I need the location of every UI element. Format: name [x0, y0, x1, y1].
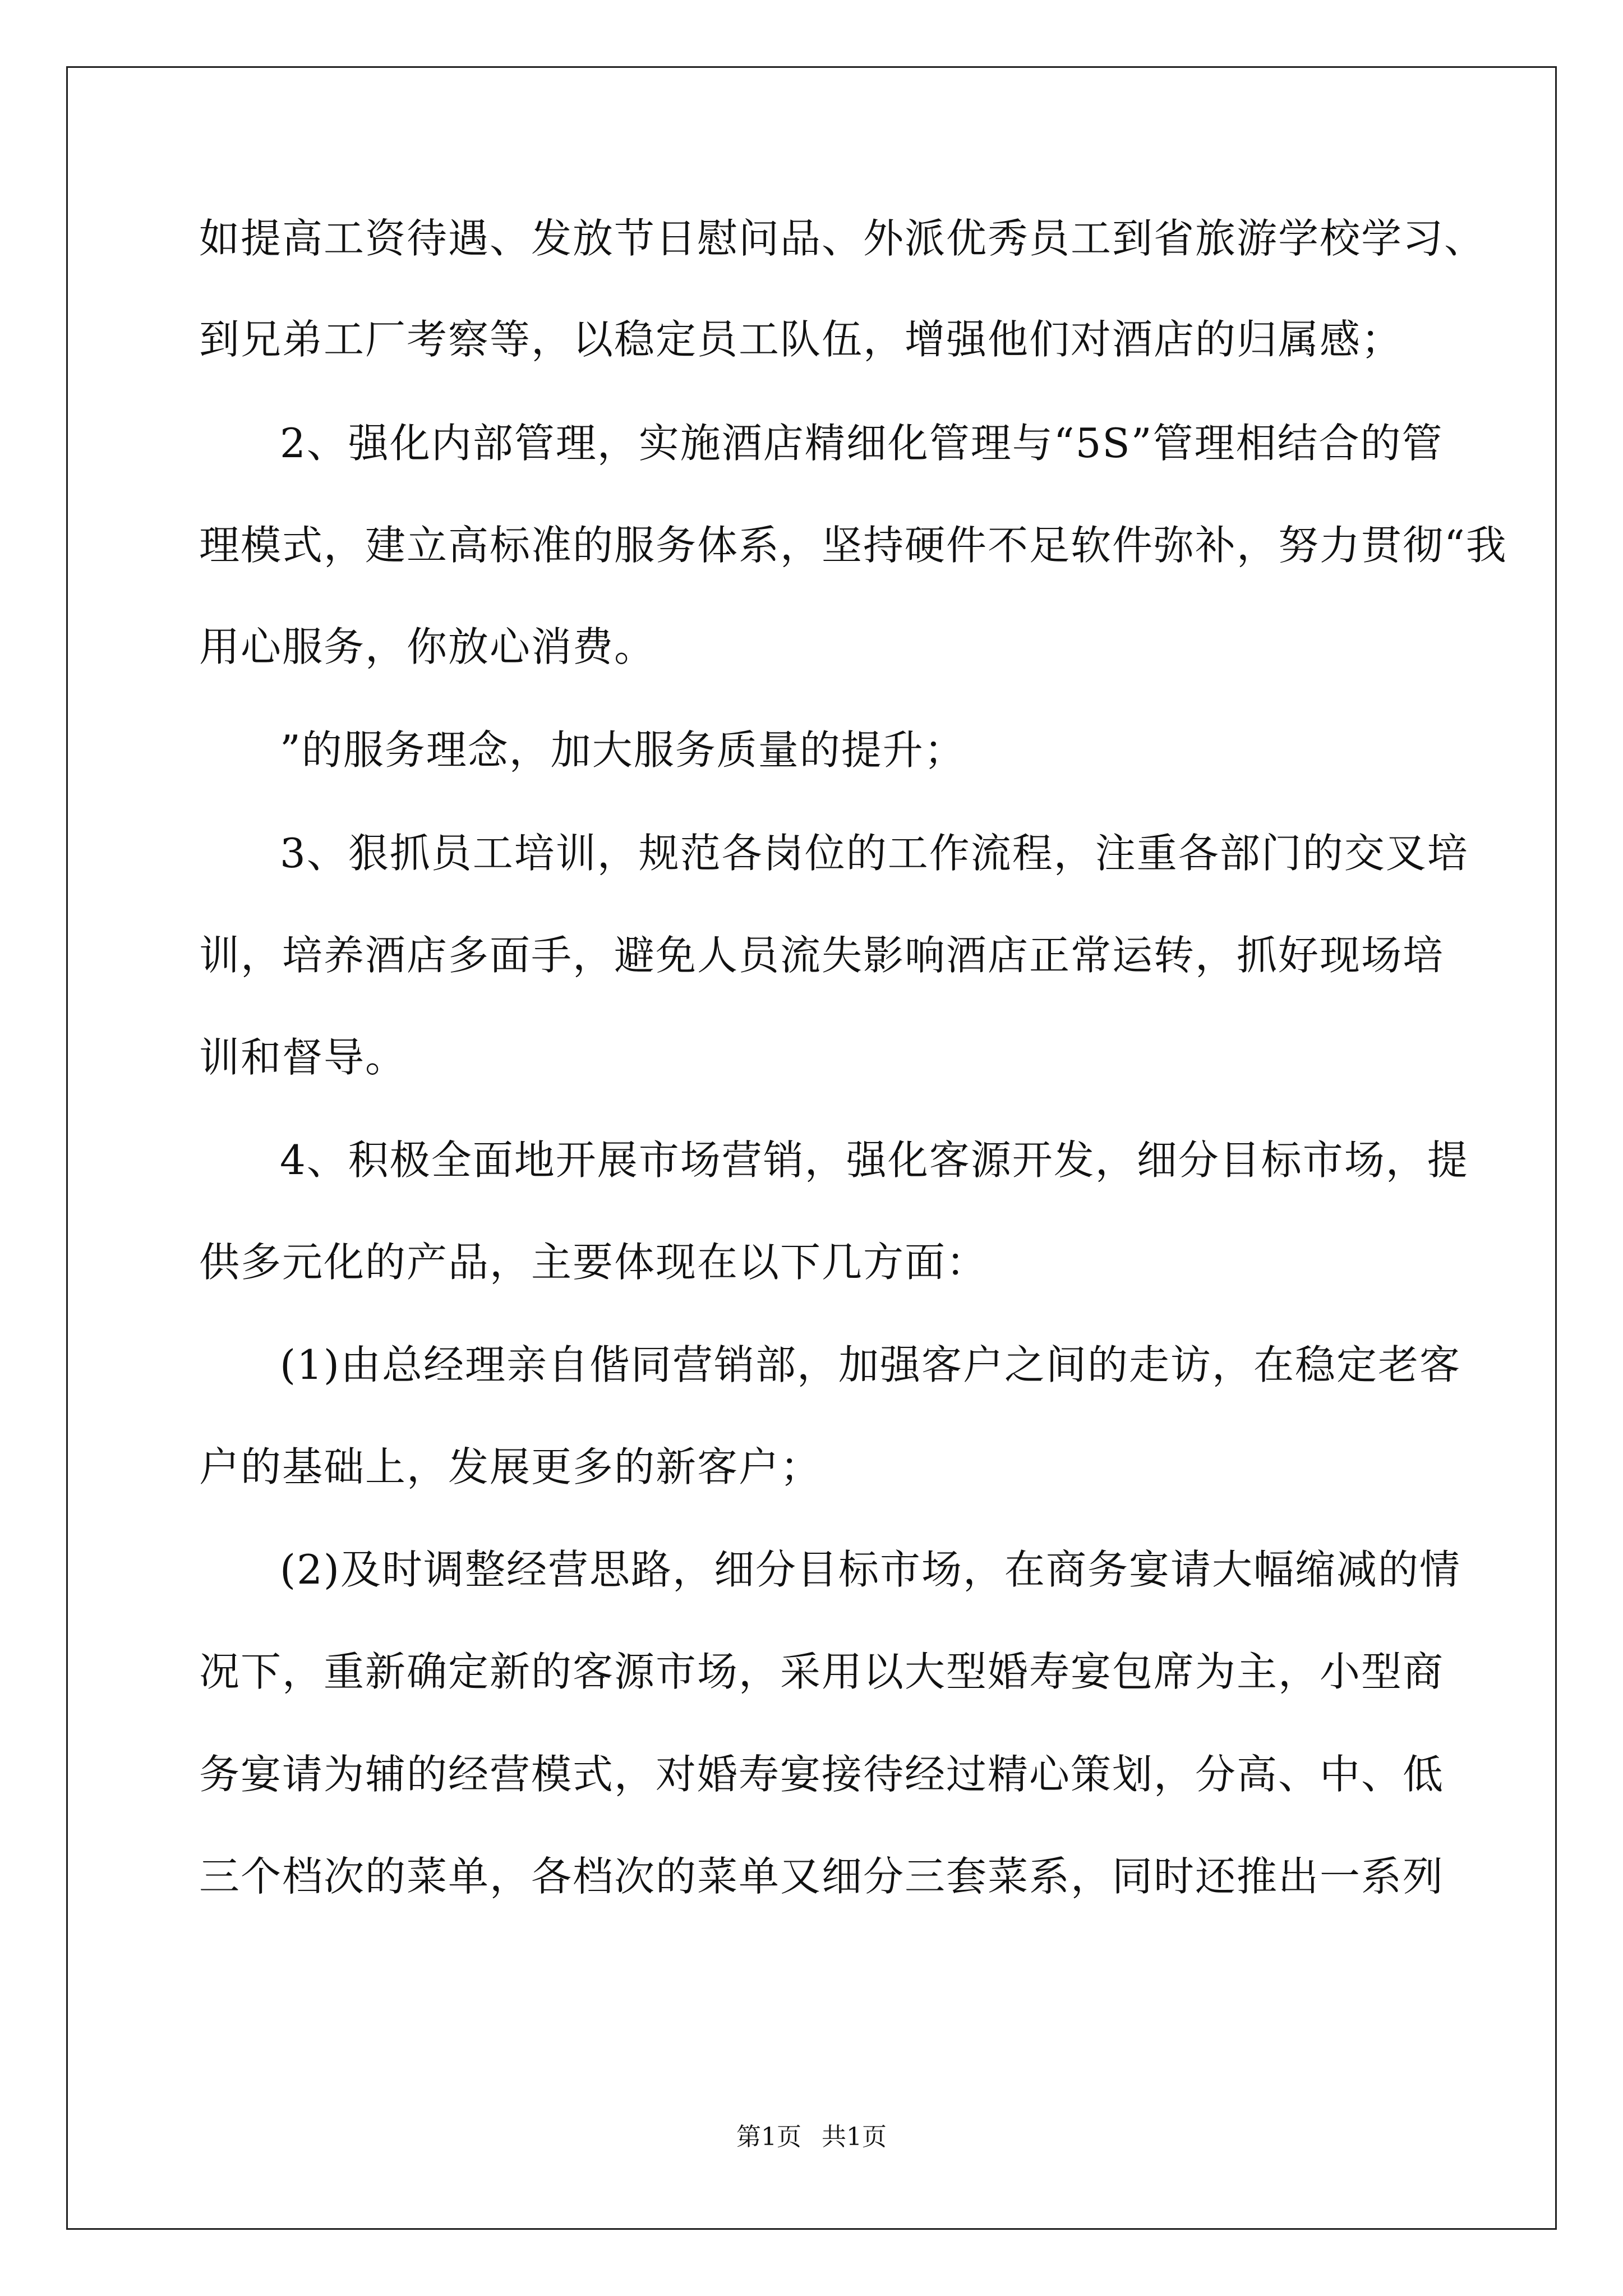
text-line: 用心服务，你放心消费。	[199, 623, 656, 670]
text-line: 三个档次的菜单，各档次的菜单又细分三套菜系，同时还推出一系列	[199, 1853, 1445, 1900]
page-footer	[0, 2120, 1623, 2154]
text-line: 况下，重新确定新的客源市场，采用以大型婚寿宴包席为主，小型商	[199, 1648, 1445, 1695]
paragraph-start-line: 2、强化内部管理，实施酒店精细化管理与“5S”管理相结合的管	[280, 420, 1444, 467]
page-total: 共1页	[822, 2123, 887, 2151]
text-line: 户的基础上，发展更多的新客户；	[199, 1443, 822, 1490]
text-line: 训，培养酒店多面手，避免人员流失影响酒店正常运转，抓好现场培	[199, 932, 1445, 979]
paragraph-start-line: ”的服务理念，加大服务质量的提升；	[280, 726, 966, 774]
paragraph-start-line: (2)及时调整经营思路，细分目标市场，在商务宴请大幅缩减的情	[280, 1546, 1461, 1593]
page-number: 第1页	[736, 2123, 801, 2151]
text-line: 务宴请为辅的经营模式，对婚寿宴接待经过精心策划，分高、中、低	[199, 1751, 1445, 1798]
paragraph-start-line: 4、积极全面地开展市场营销，强化客源开发，细分目标市场，提	[280, 1137, 1469, 1184]
text-line: 到兄弟工厂考察等，以稳定员工队伍，增强他们对酒店的归属感；	[199, 316, 1403, 363]
text-line: 供多元化的产品，主要体现在以下几方面：	[199, 1239, 988, 1286]
paragraph-start-line: (1)由总经理亲自偕同营销部，加强客户之间的走访，在稳定老客	[280, 1341, 1461, 1388]
text-line: 训和督导。	[199, 1034, 407, 1081]
paragraph-start-line: 3、狠抓员工培训，规范各岗位的工作流程，注重各部门的交叉培	[280, 830, 1469, 877]
text-line: 如提高工资待遇、发放节日慰问品、外派优秀员工到省旅游学校学习、	[199, 215, 1486, 262]
text-line: 理模式，建立高标准的服务体系，坚持硬件不足软件弥补，努力贯彻“我	[199, 522, 1507, 569]
